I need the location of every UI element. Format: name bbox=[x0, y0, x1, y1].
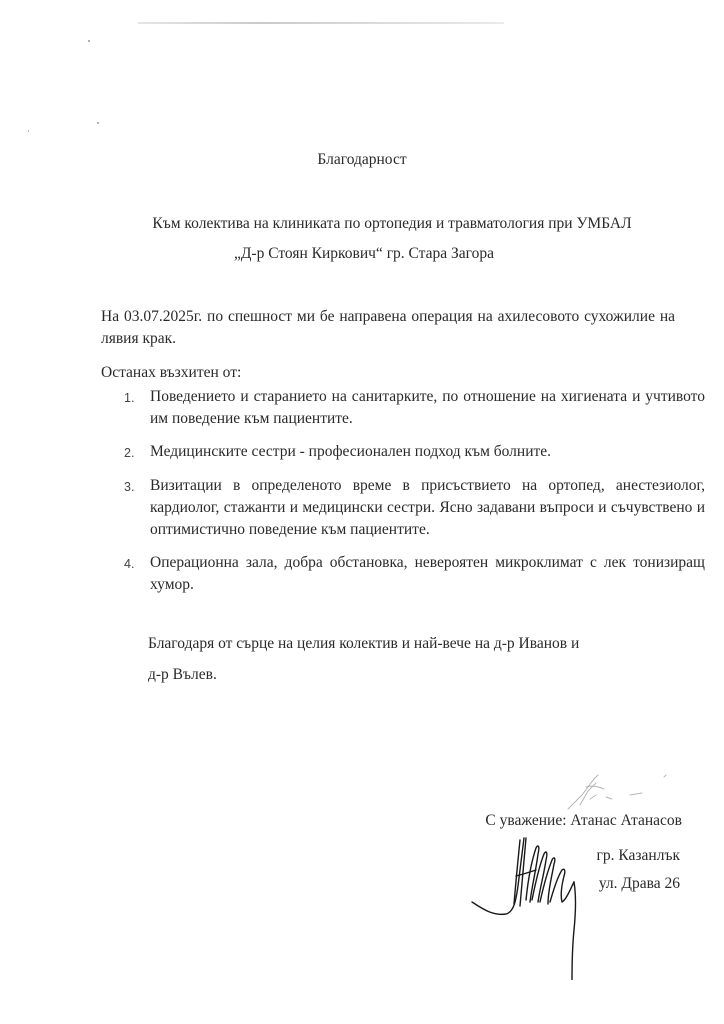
addressee-line-1: Към колектива на клиниката по ортопедия и травматология при УМБАЛ bbox=[152, 215, 632, 232]
praise-list bbox=[120, 0, 705, 1024]
list-item bbox=[120, 552, 705, 596]
sender-street: ул. Драва 26 bbox=[598, 875, 680, 892]
list-item-text: Визитации в определеното време в присъствието на ортопед, анестезиолог, кардиолог, стажанти и медицински сестри. Ясно задавани въпроси и съчувствено и оптимистично поведение към пациентите. bbox=[150, 477, 705, 538]
addressee-line-2: „Д-р Стоян Киркович“ гр. Стара Загора bbox=[233, 245, 495, 262]
sender-city: гр. Казанлък bbox=[596, 847, 680, 864]
handwritten-signature-icon bbox=[470, 830, 590, 980]
intro-paragraph: На 03.07.2025г. по спешност ми бе направена операция на ахилесовото сухожилие на лявия крак. bbox=[101, 308, 675, 347]
thanks-line-1: Благодаря от сърце на целия колектив и най-вече на д-р Иванов и bbox=[148, 635, 580, 652]
list-item-text: Медицинските сестри - професионален подход към болните. bbox=[150, 443, 552, 460]
scan-speck bbox=[97, 122, 99, 124]
list-item-number: 4. bbox=[124, 557, 135, 571]
closing-signature-line: С уважение: Атанас Атанасов bbox=[485, 812, 682, 829]
scan-speck bbox=[88, 40, 90, 42]
document-title: Благодарност bbox=[317, 151, 407, 168]
list-item-text: Операционна зала, добра обстановка, невероятен микроклимат с лек тонизиращ хумор. bbox=[150, 554, 705, 593]
list-item bbox=[120, 475, 705, 541]
list-item-text: Поведението и старанието на санитарките, по отношение на хигиената и учтивото им поведение към пациентите. bbox=[150, 388, 705, 427]
faint-initials-icon bbox=[560, 765, 680, 815]
list-item-number: 3. bbox=[124, 480, 135, 494]
list-item-number: 2. bbox=[124, 446, 135, 460]
thanks-line-2: д-р Вълев. bbox=[148, 666, 217, 683]
scan-speck bbox=[28, 130, 29, 132]
list-item bbox=[120, 441, 705, 463]
list-item bbox=[120, 386, 705, 430]
impressed-by-label: Останах възхитен от: bbox=[101, 364, 242, 381]
list-item-number: 1. bbox=[124, 391, 135, 405]
